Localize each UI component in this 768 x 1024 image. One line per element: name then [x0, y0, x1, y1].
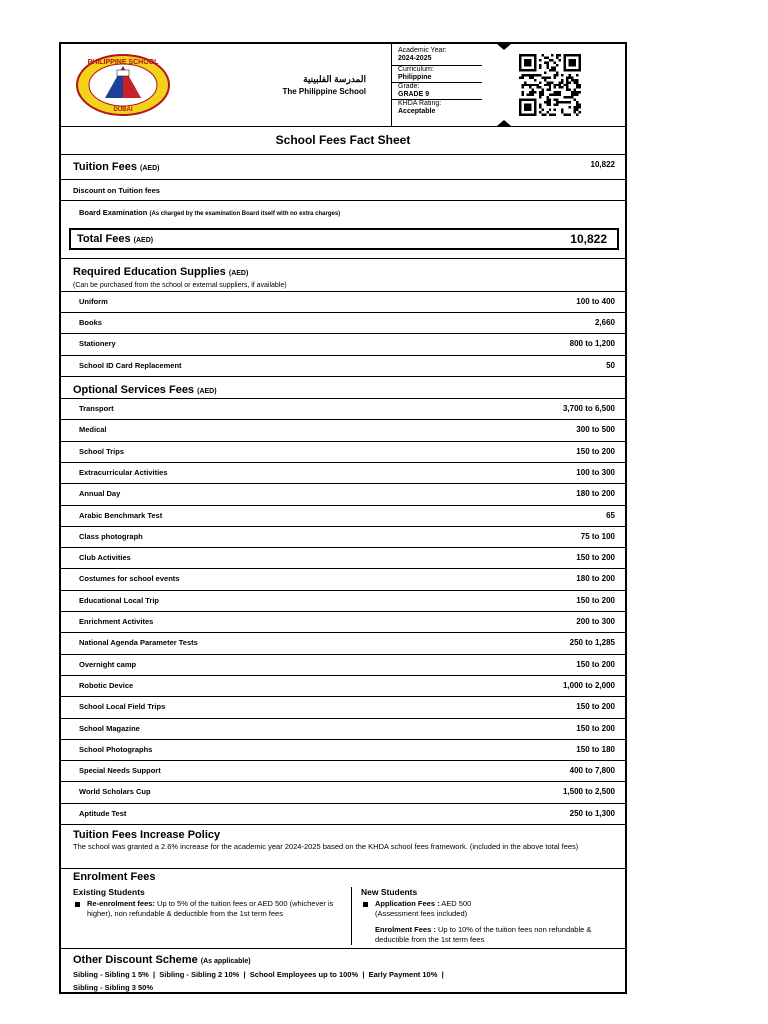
fee-row — [61, 675, 625, 696]
fee-label: Stationery — [79, 339, 116, 349]
new-title: New Students — [361, 887, 418, 897]
discount-label: Discount on Tuition fees — [73, 186, 160, 195]
info-khda-rating: KHDA Rating: Acceptable — [398, 100, 442, 115]
fee-row — [61, 611, 625, 632]
info-academic-year: Academic Year: 2024-2025 — [398, 47, 447, 62]
page-title: School Fees Fact Sheet — [61, 126, 625, 154]
total-fees-value: 10,822 — [570, 232, 607, 246]
fee-value: 800 to 1,200 — [569, 339, 615, 349]
existing-title: Existing Students — [73, 887, 145, 897]
bullet-icon — [75, 902, 80, 907]
fee-label: Arabic Benchmark Test — [79, 510, 163, 520]
fee-row — [61, 568, 625, 589]
qr-code-icon — [519, 54, 581, 116]
fee-value: 400 to 7,800 — [569, 766, 615, 776]
fee-value: 250 to 1,300 — [569, 808, 615, 818]
fee-row — [61, 632, 625, 653]
fee-row — [61, 355, 625, 376]
supplies-note: (Can be purchased from the school or external suppliers, if available) — [73, 282, 287, 289]
fee-label: Costumes for school events — [79, 574, 180, 584]
fee-label: Class photograph — [79, 531, 143, 541]
fee-value: 1,000 to 2,000 — [562, 680, 615, 690]
tuition-label: Tuition Fees (AED) — [73, 161, 160, 173]
fee-label: Extracurricular Activities — [79, 467, 168, 477]
fee-label: Club Activities — [79, 553, 131, 563]
fee-row — [61, 441, 625, 462]
fee-row — [61, 654, 625, 675]
policy-text: The school was granted a 2.6% increase for the academic year 2024-2025 based on the KHDA school fees framework. (included in the above total fees) — [73, 842, 579, 851]
fee-value: 150 to 200 — [576, 723, 615, 733]
fee-value: 2,660 — [594, 318, 615, 328]
existing-text: Re-enrolment fees: Up to 5% of the tuition fees or AED 500 (whichever is higher), non refundable & deductible from the 1st term fees — [73, 899, 347, 919]
total-fees-label: Total Fees (AED) — [77, 233, 154, 245]
discount-item: Sibling - Sibling 1 5% — [73, 970, 149, 979]
fee-row — [61, 718, 625, 739]
fee-value: 3,700 to 6,500 — [562, 404, 615, 413]
fee-label: School Photographs — [79, 744, 153, 754]
application-fees: Application Fees : AED 500 (Assessment fees included) — [361, 899, 615, 919]
fee-value: 65 — [606, 510, 615, 520]
fee-row — [61, 781, 625, 802]
fee-row — [61, 312, 625, 333]
discount-item: School Employees up to 100% — [249, 970, 359, 979]
fee-label: Medical — [79, 425, 107, 435]
fee-label: Annual Day — [79, 489, 121, 499]
school-name: The Philippine School — [282, 87, 366, 96]
fee-value: 150 to 200 — [576, 553, 615, 563]
fee-row — [61, 462, 625, 483]
discount-item: Sibling - Sibling 2 10% — [159, 970, 240, 979]
enrolment-title: Enrolment Fees — [73, 871, 156, 883]
tuition-row — [61, 154, 625, 179]
fee-label: Enrichment Activites — [79, 617, 154, 626]
school-logo — [75, 54, 171, 116]
fee-value: 150 to 200 — [576, 595, 615, 605]
fee-row — [61, 803, 625, 824]
policy-title: Tuition Fees Increase Policy — [73, 829, 221, 841]
fee-row — [61, 760, 625, 781]
info-curriculum: Curriculum: Philippine — [398, 66, 434, 81]
enrolment-divider — [351, 887, 352, 945]
fee-value: 300 to 500 — [576, 425, 615, 435]
fee-value: 180 to 200 — [576, 489, 615, 499]
fee-row — [61, 696, 625, 717]
fee-value: 150 to 180 — [576, 744, 615, 754]
svg-text:DUBAI: DUBAI — [113, 107, 133, 113]
fee-value: 50 — [606, 360, 615, 370]
optional-title: Optional Services Fees (AED) — [73, 384, 217, 396]
fee-row — [61, 547, 625, 568]
fee-row — [61, 505, 625, 526]
svg-text:PHILIPPINE SCHOOL: PHILIPPINE SCHOOL — [87, 59, 159, 66]
policy-section — [61, 824, 625, 868]
fee-label: Educational Local Trip — [79, 595, 160, 605]
fee-label: Aptitude Test — [79, 808, 127, 818]
board-label: Board Examination (As charged by the examination Board itself with no extra charges) — [79, 208, 341, 217]
fee-label: School Trips — [79, 446, 125, 456]
fee-label: Special Needs Support — [79, 766, 161, 776]
fee-value: 150 to 200 — [576, 446, 615, 456]
fee-label: Uniform — [79, 297, 108, 306]
fee-row — [61, 590, 625, 611]
notch-top — [497, 44, 511, 50]
fee-label: Books — [79, 318, 102, 328]
fee-label: Transport — [79, 404, 114, 413]
fee-label: National Agenda Parameter Tests — [79, 638, 198, 648]
fee-value: 75 to 100 — [580, 531, 615, 541]
fee-row — [61, 526, 625, 547]
enrolment-section — [61, 868, 625, 948]
fee-value: 150 to 200 — [576, 702, 615, 712]
fee-value: 100 to 400 — [576, 297, 615, 306]
fee-value: 100 to 300 — [576, 467, 615, 477]
fee-row — [61, 398, 625, 419]
discount-row — [61, 179, 625, 200]
fee-row — [61, 739, 625, 760]
tuition-value: 10,822 — [590, 160, 615, 169]
discount-items: Sibling - Sibling 1 5% | Sibling - Sibling 2 10% | School Employees up to 100% | Early Payment 10% | Sibling - Sibling 3 50% — [73, 970, 444, 992]
fee-row — [61, 483, 625, 504]
supplies-header — [61, 258, 625, 291]
enrolment-fees: Enrolment Fees : Up to 10% of the tuition fees non refundable & deductible from the 1st term fees — [375, 925, 592, 944]
fee-label: Robotic Device — [79, 680, 134, 690]
school-info-panel — [391, 44, 484, 126]
total-fees-box — [69, 228, 619, 250]
fee-value: 200 to 300 — [576, 617, 615, 626]
bullet-icon — [363, 902, 368, 907]
fee-row — [61, 291, 625, 312]
fee-label: School Local Field Trips — [79, 702, 166, 712]
fee-label: School ID Card Replacement — [79, 360, 182, 370]
header — [61, 44, 625, 126]
fee-label: Overnight camp — [79, 659, 137, 669]
supplies-title: Required Education Supplies (AED) — [73, 266, 249, 278]
optional-header — [61, 376, 625, 398]
fee-row — [61, 333, 625, 354]
discount-item: Early Payment 10% — [368, 970, 438, 979]
fee-value: 250 to 1,285 — [569, 638, 615, 648]
fee-fact-sheet — [59, 42, 627, 994]
info-grade: Grade: GRADE 9 — [398, 83, 430, 98]
discount-item: Sibling - Sibling 3 50% — [73, 983, 154, 992]
school-name-arabic: المدرسة الفلبينية — [303, 74, 366, 84]
discount-title: Other Discount Scheme (As applicable) — [73, 954, 251, 966]
fee-value: 1,500 to 2,500 — [562, 787, 615, 797]
fee-value: 150 to 200 — [576, 659, 615, 669]
fee-row — [61, 419, 625, 440]
fee-label: School Magazine — [79, 723, 140, 733]
discount-section — [61, 948, 625, 992]
fee-value: 180 to 200 — [576, 574, 615, 584]
fee-label: World Scholars Cup — [79, 787, 151, 797]
